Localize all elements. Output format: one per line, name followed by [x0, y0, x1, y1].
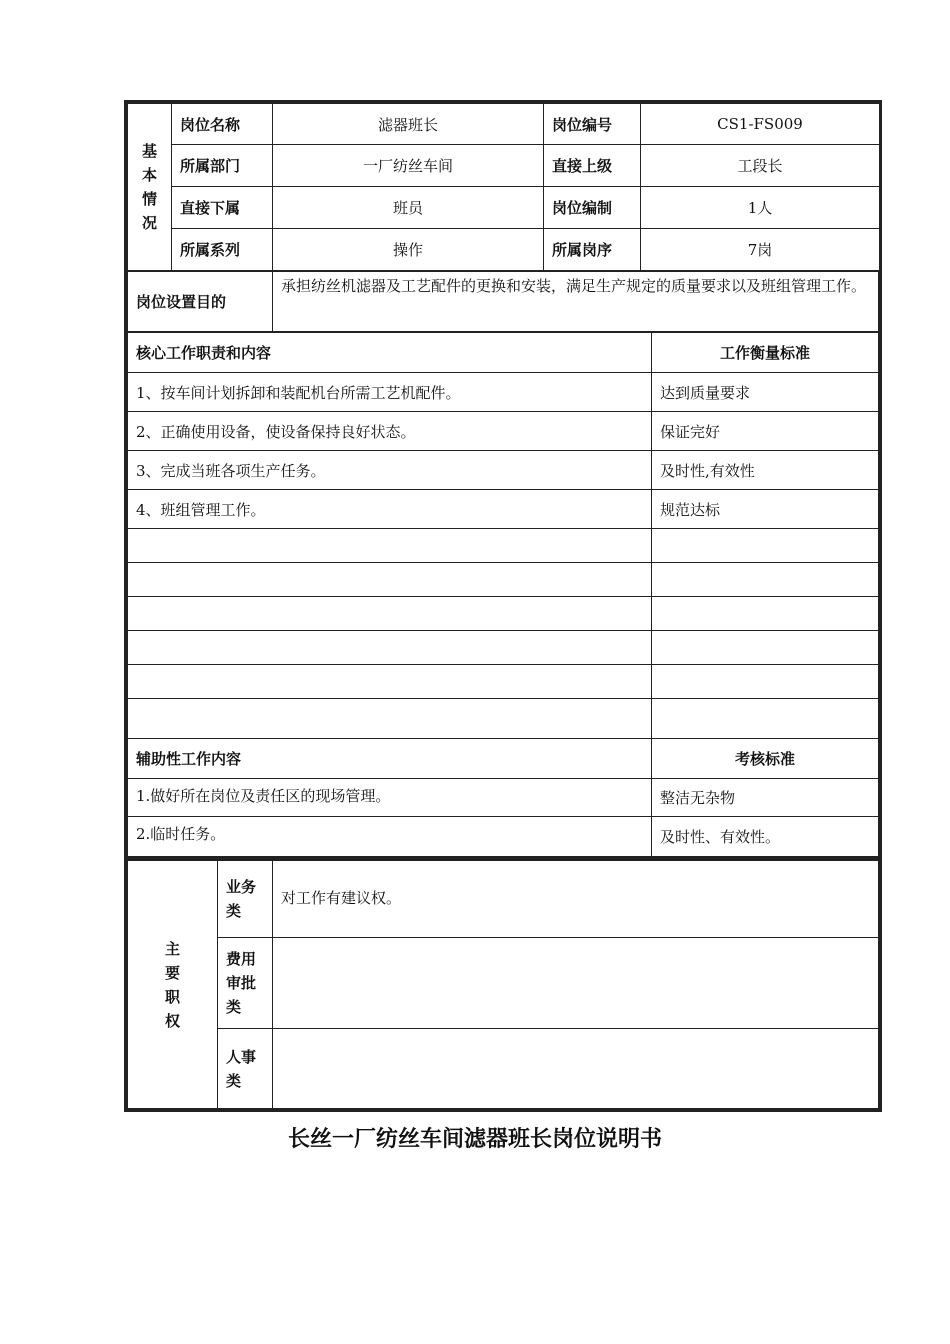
core-row	[128, 451, 879, 490]
core-standard: 达到质量要求	[652, 373, 879, 412]
basic-label: 岗位编制	[544, 187, 641, 229]
core-standard: 保证完好	[652, 412, 879, 451]
core-header-left: 核心工作职责和内容	[128, 333, 652, 373]
basic-label: 直接上级	[544, 145, 641, 187]
core-duty: 2、正确使用设备，使设备保持良好状态。	[128, 412, 652, 451]
authority-row	[128, 1029, 879, 1109]
authority-category: 业务类	[218, 861, 273, 938]
form-authority-frame	[124, 857, 882, 1112]
authority-row	[128, 938, 879, 1029]
core-standard: 及时性,有效性	[652, 451, 879, 490]
basic-value: 1人	[641, 187, 880, 229]
core-empty-row	[128, 699, 879, 739]
authority-row	[128, 861, 879, 938]
core-row	[128, 490, 879, 529]
basic-value: 操作	[273, 229, 544, 271]
authority-text: 对工作有建议权。	[273, 861, 879, 938]
core-duty: 4、班组管理工作。	[128, 490, 652, 529]
core-row	[128, 373, 879, 412]
aux-duty: 1.做好所在岗位及责任区的现场管理。	[128, 779, 652, 817]
basic-row	[128, 187, 880, 229]
aux-row	[128, 817, 879, 857]
core-duty: 1、按车间计划拆卸和装配机台所需工艺机配件。	[128, 373, 652, 412]
document-title: 长丝一厂纺丝车间滤器班长岗位说明书	[287, 1127, 662, 1152]
basic-value: 滤器班长	[273, 104, 544, 145]
basic-label: 岗位编号	[544, 104, 641, 145]
authority-section-label: 主 要 职 权	[128, 861, 218, 1109]
basic-section-label: 基 本 情 况	[128, 104, 172, 271]
basic-value: 一厂纺丝车间	[273, 145, 544, 187]
form-upper-frame	[124, 100, 882, 857]
core-duties-table	[127, 332, 879, 857]
basic-value: 工段长	[641, 145, 880, 187]
core-header-right: 工作衡量标准	[652, 333, 879, 373]
purpose-table	[127, 271, 879, 332]
authority-category: 人事类	[218, 1029, 273, 1109]
aux-header-right: 考核标准	[652, 739, 879, 779]
basic-row	[128, 104, 880, 145]
aux-row	[128, 779, 879, 817]
core-row	[128, 412, 879, 451]
core-duty: 3、完成当班各项生产任务。	[128, 451, 652, 490]
basic-value: 班员	[273, 187, 544, 229]
purpose-text: 承担纺丝机滤器及工艺配件的更换和安装，满足生产规定的质量要求以及班组管理工作。	[273, 272, 879, 332]
basic-label: 所属部门	[172, 145, 273, 187]
basic-value: CS1-FS009	[641, 104, 880, 145]
aux-duty: 2.临时任务。	[128, 817, 652, 857]
authority-text	[273, 1029, 879, 1109]
core-standard: 规范达标	[652, 490, 879, 529]
core-empty-row	[128, 529, 879, 563]
core-empty-row	[128, 597, 879, 631]
aux-header-row	[128, 739, 879, 779]
basic-row	[128, 229, 880, 271]
basic-label: 直接下属	[172, 187, 273, 229]
job-description-form	[124, 100, 882, 1112]
basic-info-table	[127, 103, 880, 271]
aux-standard: 及时性、有效性。	[652, 817, 879, 857]
core-empty-row	[128, 631, 879, 665]
purpose-row	[128, 272, 879, 332]
authority-category: 费用审批类	[218, 938, 273, 1029]
aux-standard: 整洁无杂物	[652, 779, 879, 817]
basic-row	[128, 145, 880, 187]
basic-label: 所属岗序	[544, 229, 641, 271]
purpose-label: 岗位设置目的	[128, 272, 273, 332]
aux-header-left: 辅助性工作内容	[128, 739, 652, 779]
core-empty-row	[128, 665, 879, 699]
core-header-row	[128, 333, 879, 373]
basic-label: 岗位名称	[172, 104, 273, 145]
core-empty-row	[128, 563, 879, 597]
basic-value: 7岗	[641, 229, 880, 271]
authority-table	[127, 860, 879, 1109]
basic-label: 所属系列	[172, 229, 273, 271]
authority-text	[273, 938, 879, 1029]
